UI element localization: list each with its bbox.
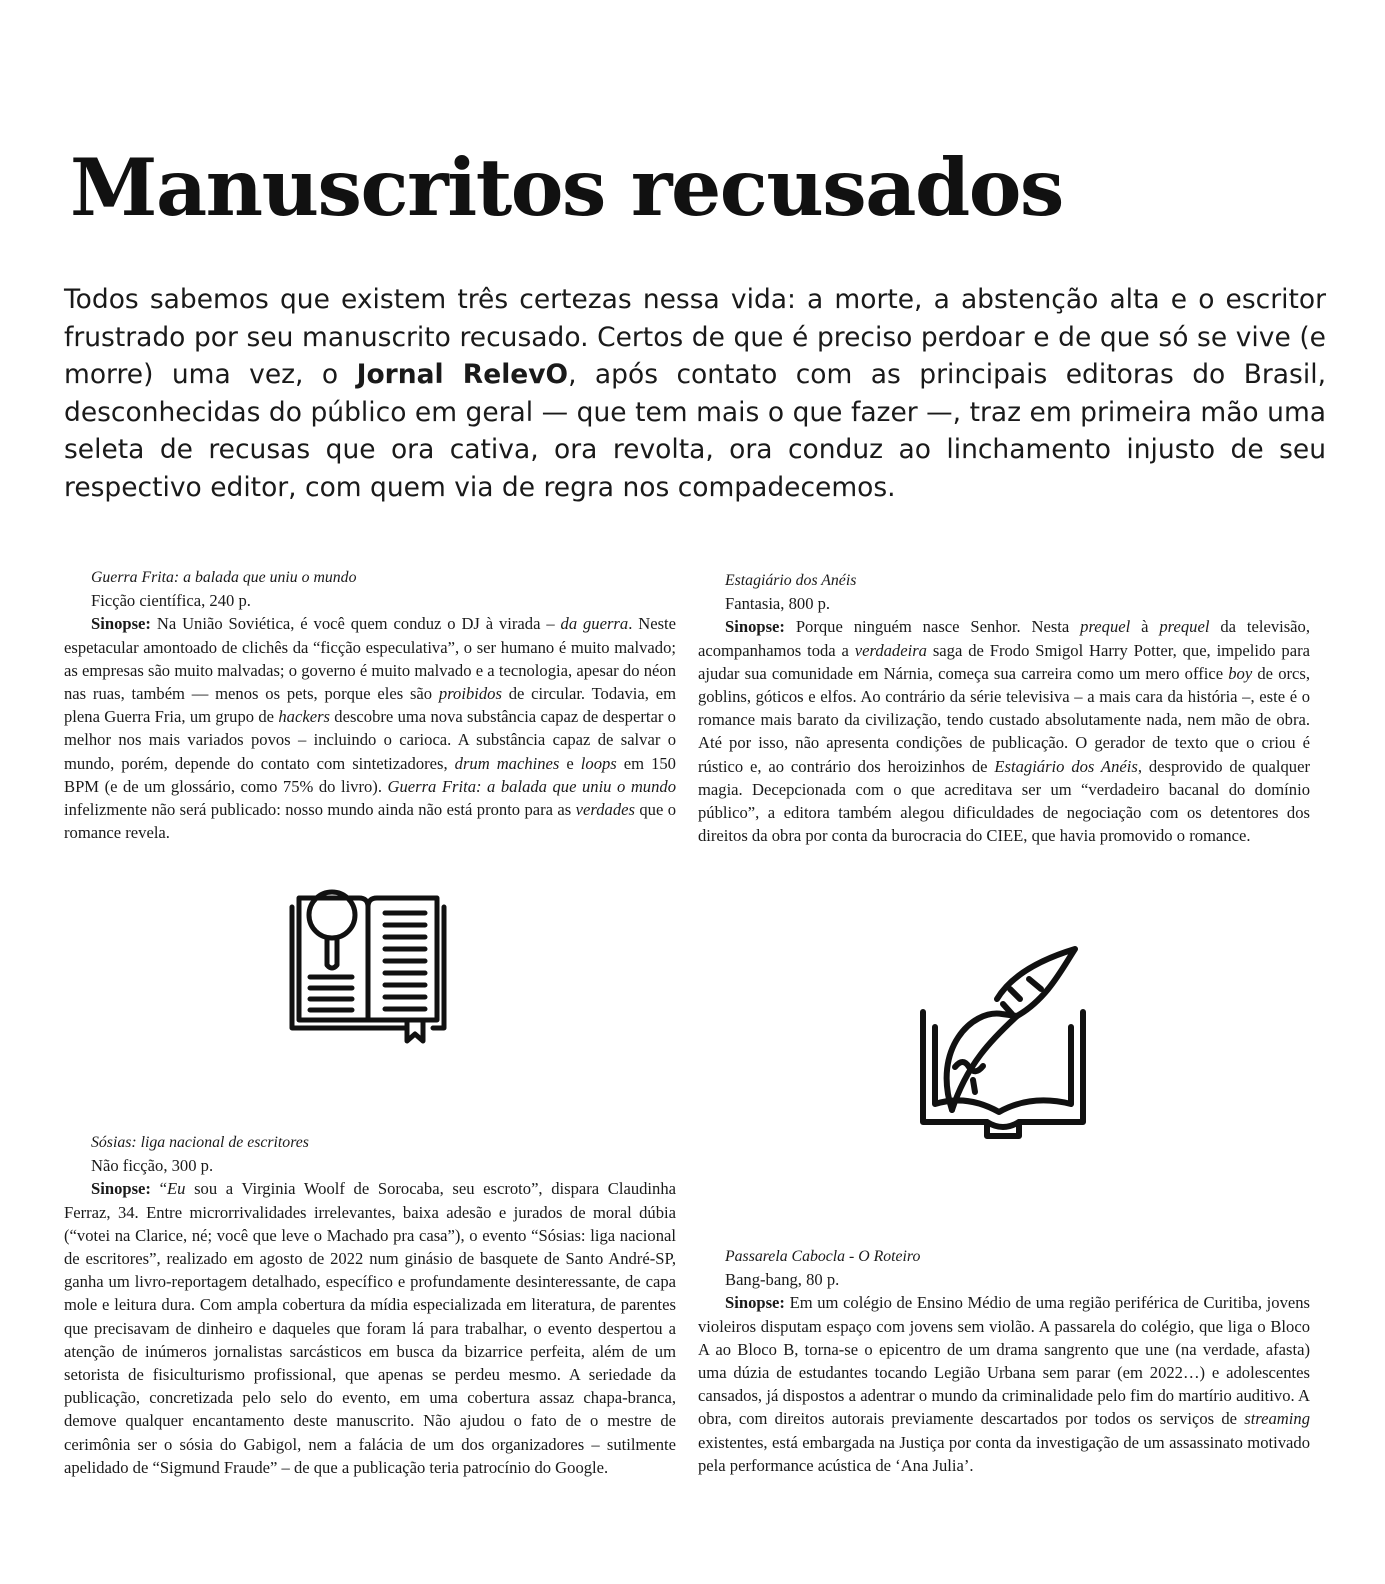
synopsis-run: Guerra Frita: a balada que uniu o mundo: [387, 776, 676, 796]
book-title: Passarela Cabocla - O Roteiro: [725, 1248, 921, 1265]
synopsis-label: Sinopse:: [725, 617, 785, 637]
synopsis-run: descobre uma nova substância capaz de despertar o melhor nos mais variados povos – incluindo o carioca. A substância capaz de salvar o mundo, porém, depende do contato com sintetizadores,: [64, 707, 676, 773]
book-quill-icon: [917, 944, 1089, 1140]
intro-text-end: , após contato com as principais editoras do Brasil, desconhecidas do público em geral — que tem mais o que fazer —, traz em primeira mão uma seleta de recusas que ora cativa, ora revolta, ora conduz ao linchamento injusto de seu respectivo editor, com quem via de regra nos compadecemos.: [64, 359, 1326, 503]
synopsis-run: de circular. Todavia, em plena Guerra Fria, um grupo de: [64, 684, 677, 727]
synopsis-run: . Neste espetacular amontoado de clichês da “ficção especulativa”, o ser humano é muito malvado; as empresas são muito malvadas; o governo é muito malvado e a tecnologia, apesar do néon nas ruas, também — menos os pets, porque eles são: [64, 614, 676, 704]
synopsis-run: infelizmente não será publicado: nosso mundo ainda não está pronto para as: [64, 800, 576, 820]
synopsis-run: Estagiário dos Anéis: [994, 756, 1138, 776]
synopsis-text: [698, 617, 1310, 845]
synopsis-run: Na União Soviética, é você quem conduz o DJ à virada –: [156, 614, 561, 634]
synopsis-label: Sinopse:: [725, 1293, 785, 1313]
synopsis-run: Eu: [166, 1179, 186, 1199]
synopsis-run: da televisão, acompanhamos toda a: [698, 617, 1310, 660]
synopsis-run: à: [1130, 617, 1160, 637]
synopsis-run: boy: [1228, 663, 1253, 683]
synopsis-text: [64, 614, 676, 842]
synopsis-run: proibidos: [438, 684, 502, 704]
synopsis: [698, 1291, 1310, 1477]
synopsis-run: existentes, está embargada na Justiça por conta da investigação de um assassinato motivado pela performance acústica de ‘Ana Julia’.: [698, 1432, 1310, 1475]
synopsis-run: verdadeira: [854, 640, 927, 660]
book-magnifier-icon: [287, 885, 449, 1045]
synopsis-run: saga de Frodo Smigol Harry Potter, que, impelido para ajudar sua comunidade em Nárnia, começa sua carreira como um mero office: [698, 640, 1310, 683]
synopsis-run: prequel: [1080, 617, 1131, 637]
book-title: Estagiário dos Anéis: [725, 572, 857, 589]
entry-passarela-cabocla: [698, 1245, 1310, 1477]
synopsis-run: e: [559, 753, 581, 773]
synopsis-label: Sinopse:: [91, 1179, 151, 1199]
intro-paragraph: [64, 281, 1326, 507]
synopsis-run: “: [159, 1179, 167, 1199]
synopsis-run: de orcs, goblins, góticos e elfos. Ao contrário da série televisiva – a mais cara da história –, este é o romance mais barato da civilização, tendo custado absolutamente nada, nem mão de obra. Até por isso, não apresenta condições de publicação. O gerador de texto que o criou é rústico e, ao contrário dos heroizinhos de: [698, 663, 1310, 776]
book-title: Guerra Frita: a balada que uniu o mundo: [91, 569, 357, 586]
book-genre-pages: Ficção científica, 240 p.: [91, 591, 251, 611]
synopsis: [64, 612, 676, 844]
synopsis-run: drum machines: [454, 753, 560, 773]
book-genre-pages: Bang-bang, 80 p.: [725, 1270, 840, 1290]
synopsis-run: que o romance revela.: [64, 800, 676, 843]
synopsis-run: Porque ninguém nasce Senhor. Nesta: [795, 617, 1081, 637]
synopsis-run: hackers: [278, 707, 330, 727]
book-genre-pages: Fantasia, 800 p.: [725, 594, 831, 614]
synopsis-run: loops: [580, 753, 617, 773]
synopsis-text: [698, 1293, 1310, 1474]
synopsis-run: Em um colégio de Ensino Médio de uma região periférica de Curitiba, jovens violeiros disputam espaço com jovens sem violão. A passarela do colégio, que liga o Bloco A ao Bloco B, torna-se o epicentro de um drama sangrento que une (na verdade, afasta) uma dúzia de estudantes tocando Legião Urbana sem parar (em 2022…) e adolescentes cansados, já dispostos a adentrar o mundo da criminalidade pelo fim do martírio auditivo. A obra, com direitos autorais previamente descartados por todos os serviços de: [698, 1293, 1310, 1429]
intro-text-start: Todos sabemos que existem três certezas nessa vida: a morte, a abstenção alta e o escritor frustrado por seu manuscrito recusado. Certos de que é preciso perdoar e de que só se vive (e morre) uma vez, o: [64, 284, 1326, 391]
synopsis-run: verdades: [575, 800, 635, 820]
entry-estagiario-dos-aneis: [698, 569, 1310, 847]
synopsis-run: da guerra: [560, 614, 629, 634]
synopsis: [698, 615, 1310, 847]
synopsis-run: streaming: [1244, 1409, 1310, 1429]
synopsis-run: , desprovido de qualquer magia. Decepcionada com o que acreditava ser um “verdadeiro bacanal do domínio público”, a editora também alegou dificuldades de negociação com os detentores dos direitos da obra por conta da burocracia do CIEE, que havia promovido o romance.: [698, 756, 1310, 846]
synopsis: [64, 1177, 676, 1479]
book-title: Sósias: liga nacional de escritores: [91, 1134, 309, 1151]
entry-sosias: [64, 1131, 676, 1479]
synopsis-text: [64, 1179, 676, 1476]
entry-guerra-frita: [64, 566, 676, 844]
page-title: Manuscritos recusados: [70, 141, 1063, 234]
synopsis-run: sou a Virginia Woolf de Sorocaba, seu escroto”, dispara Claudinha Ferraz, 34. Entre microrrivalidades irrelevantes, baixa adesão e jurados de moral dúbia (“votei na Clarice, né; você que leve o Machado pra casa”), o evento “Sósias: liga nacional de escritores”, realizado em agosto de 2022 num ginásio de basquete de Santo André-SP, ganha um livro-reportagem detalhado, específico e profundamente desinteressante, de capa mole e leitura dura. Com ampla cobertura da mídia especializada em literatura, de parentes que precisavam de dinheiro e daqueles que foram lá para trabalhar, o evento despertou a atenção de inúmeros jornalistas sarcásticos em busca da bizarrice perfeita, além de um setorista de fisiculturismo profissional, que apenas se perdeu mesmo. A seriedade da publicação, concretizada pelo selo do evento, em uma cobertura assaz chapa-branca, demove qualquer encantamento deste manuscrito. Não ajudou o fato de o mestre de cerimônia ser o sósia do Gabigol, nem a falácia de um dos organizadores – sutilmente apelidado de “Sigmund Fraude” – de que a publicação teria patrocínio do Google.: [64, 1179, 676, 1477]
synopsis-run: prequel: [1159, 617, 1210, 637]
book-genre-pages: Não ficção, 300 p.: [91, 1156, 214, 1176]
synopsis-label: Sinopse:: [91, 614, 151, 634]
synopsis-run: em 150 BPM (e de um glossário, como 75% do livro).: [64, 753, 676, 796]
brand-name: Jornal RelevO: [356, 359, 569, 391]
